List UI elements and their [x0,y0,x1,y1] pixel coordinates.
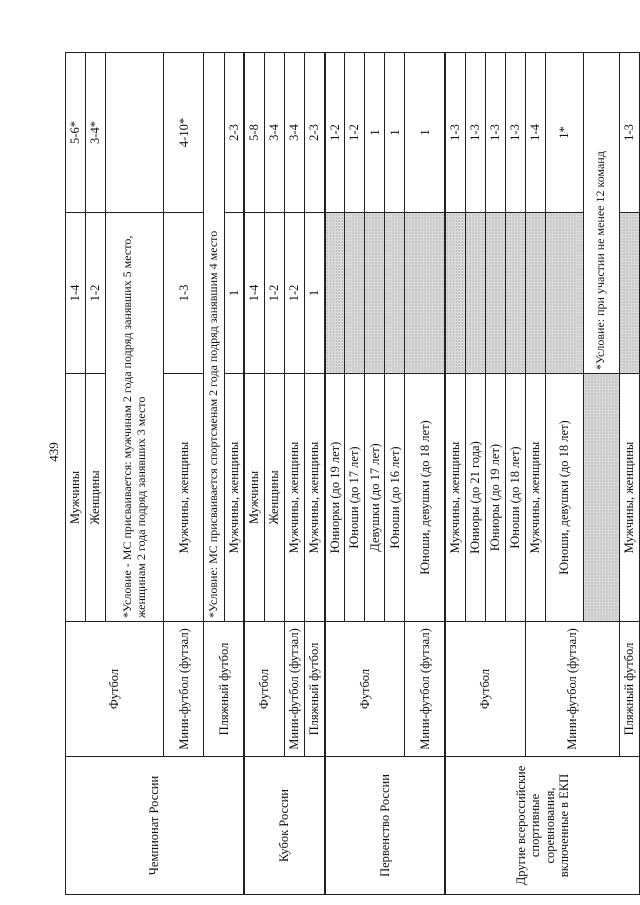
value-cell: 1-2 [86,213,106,374]
group-cell: Юноши, девушки (до 18 лет) [546,374,584,622]
discipline-cell: Футбол [66,622,164,757]
shaded-empty-cell [546,213,584,374]
ranks-table [65,52,640,895]
value-cell: 1-3 [445,53,465,213]
page-number: 439 [46,442,61,462]
value-cell: 1-4 [525,53,545,213]
value-cell: 1 [385,53,405,213]
shaded-empty-cell [405,213,445,374]
value-cell: 3-4* [86,53,106,213]
group-cell: Юниоры (до 19 лет) [485,374,505,622]
rotated-table-canvas [65,53,640,895]
value-cell: 1-2 [345,53,365,213]
group-cell: Девушки (до 17 лет) [365,374,385,622]
shaded-empty-cell [385,213,405,374]
group-cell: Мужчины, женщины [445,374,465,622]
discipline-cell: Мини-футбол (футзал) [405,622,445,757]
value-cell: 4-10* [164,53,204,213]
condition-note: *Условие - МС присваивается: мужчинам 2 года подряд занявших 5 место, женщинам 2 года подряд занявших 3 место [106,213,164,622]
group-cell: Юноши (до 18 лет) [505,374,525,622]
discipline-cell: Пляжный футбол [204,622,244,757]
shaded-empty-cell [465,213,485,374]
value-cell: 1* [546,53,584,213]
value-cell: 5-6* [66,53,86,213]
value-cell: 1-3 [619,53,639,213]
discipline-cell: Мини-футбол (футзал) [284,622,304,757]
value-cell: 1-3 [164,213,204,374]
value-cell: 3-4 [264,53,284,213]
group-cell: Мужчины, женщины [304,374,324,622]
value-cell: 1-2 [284,213,304,374]
competition-cell: Другие всероссийские спортивные соревнования, включенные в ЕКП [445,757,639,895]
group-cell: Женщины [264,374,284,622]
table-row [445,53,465,895]
value-cell: 1-3 [465,53,485,213]
value-cell: 1-2 [325,53,345,213]
group-cell: Мужчины, женщины [619,374,639,622]
empty-cell [106,53,164,213]
discipline-cell: Мини-футбол (футзал) [164,622,204,757]
shaded-empty-cell [505,213,525,374]
value-cell: 1-4 [66,213,86,374]
group-cell: Женщины [86,374,106,622]
table-row [325,53,345,895]
group-cell: Мужчины, женщины [164,374,204,622]
shaded-empty-cell [365,213,385,374]
shaded-empty-cell [485,213,505,374]
group-cell: Юноши (до 16 лет) [385,374,405,622]
group-cell: Мужчины, женщины [284,374,304,622]
discipline-cell: Футбол [244,622,284,757]
discipline-cell: Пляжный футбол [304,622,324,757]
group-cell: Мужчины, женщины [525,374,545,622]
competition-cell: Первенство России [325,757,446,895]
group-cell: Мужчины, женщины [224,374,244,622]
value-cell: 2-3 [304,53,324,213]
shaded-empty-cell [445,213,465,374]
value-cell: 1 [405,53,445,213]
condition-note: *Условие: при участии не менее 12 команд [584,53,620,374]
group-cell: Юноши, девушки (до 18 лет) [405,374,445,622]
value-cell: 1 [304,213,324,374]
discipline-cell: Футбол [445,622,525,757]
condition-note: *Условие: МС присваивается спортсменам 2 года подряд занявшим 4 место [204,53,224,622]
discipline-cell: Мини-футбол (футзал) [525,622,619,757]
shaded-empty-cell [325,213,345,374]
shaded-empty-cell [345,213,365,374]
value-cell: 1-4 [244,213,264,374]
table-row [66,53,86,895]
shaded-empty-cell [525,213,545,374]
value-cell: 1-3 [485,53,505,213]
group-cell: Мужчины [66,374,86,622]
value-cell: 1-3 [505,53,525,213]
value-cell: 1 [365,53,385,213]
group-cell: Юниорки (до 19 лет) [325,374,345,622]
shaded-empty-cell [619,213,639,374]
group-cell: Юноши (до 17 лет) [345,374,365,622]
group-cell: Юниоры (до 21 года) [465,374,485,622]
shaded-empty-cell [584,374,620,622]
value-cell: 5-8 [244,53,264,213]
value-cell: 1 [224,213,244,374]
discipline-cell: Футбол [325,622,405,757]
value-cell: 1-2 [264,213,284,374]
value-cell: 2-3 [224,53,244,213]
competition-cell: Чемпионат России [66,757,245,895]
discipline-cell: Пляжный футбол [619,622,639,757]
group-cell: Мужчины [244,374,264,622]
table-row [244,53,264,895]
competition-cell: Кубок России [244,757,324,895]
value-cell: 3-4 [284,53,304,213]
